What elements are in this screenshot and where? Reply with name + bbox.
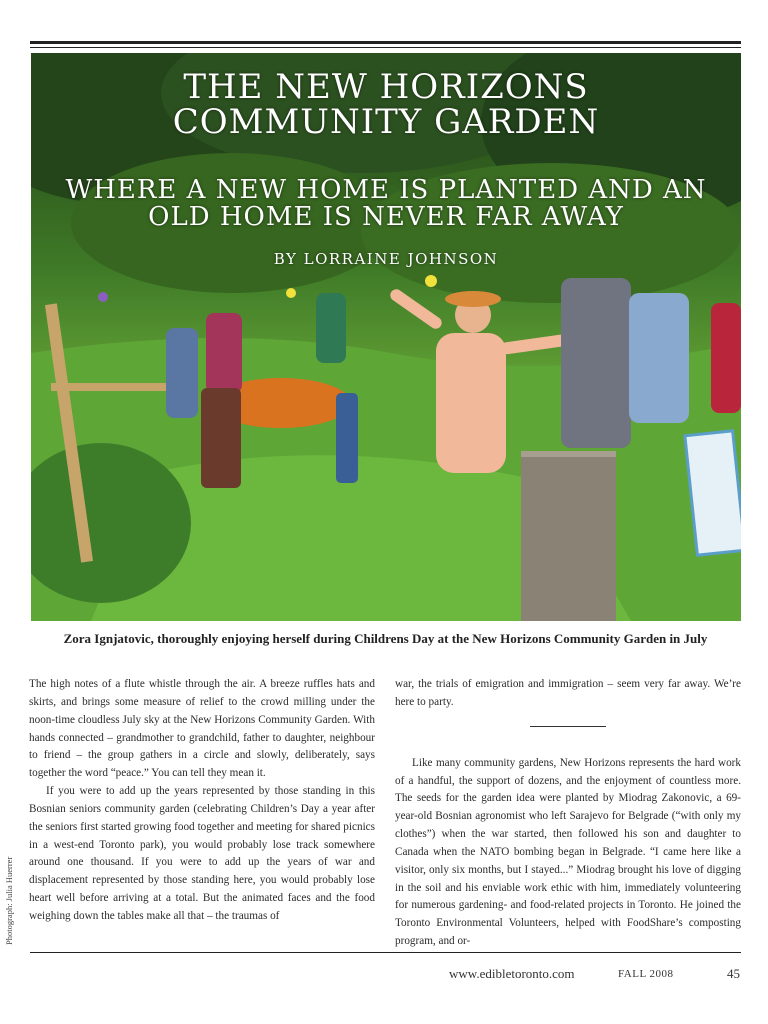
paragraph: war, the trials of emigration and immigration – seem very far away. We’re here to party. [395,678,741,708]
footer-website: www.edibletoronto.com [449,966,575,981]
top-rule-thin [30,47,741,48]
section-divider [530,726,606,727]
footer-issue: FALL 2008 [618,968,674,980]
paragraph: The high notes of a flute whistle through the air. A breeze ruffles hats and skirts, and brings some measure of relief to the crowd milling under the noon-time cloudless July sky at the New Horizons Community Garden. With hands connected – grandmother to grandchild, father to daughter, neighbour to friend – the group gathers in a circle and slowly, deliberately, says together the word “peace.” You can tell they mean it. [29,678,375,780]
photo-caption: Zora Ignjatovic, thoroughly enjoying herself during Childrens Day at the New Horizons Community Garden in July [63,631,708,646]
paragraph: Like many community gardens, New Horizons represents the hard work of a handful, the support of dozens, and the enjoyment of countless more. The seeds for the garden idea were planted by Miodrag Zakonovic, a 69-year-old Bosnian agronomist who left Sarajevo for Belgrade (“with only my clothes”) when the war started, then followed his son and daughter to Canada when the NATO bombing began in Belgrade. “I came here like a visitor, only six months, but I stayed...” Miodrag brought his love of digging in the soil and his enviable work ethic with him, immediately volunteering for numerous gardening- and food-related projects in Toronto. He joined the Toronto Environmental Volunteers, helped with FoodShare’s composting program, and or- [395,756,741,948]
article-column-left [29,676,375,926]
article-subtitle-line1: WHERE A NEW HOME IS PLANTED AND AN [65,175,707,205]
garden-photo [31,53,741,621]
page-number: 45 [727,966,740,981]
article-title-line2: COMMUNITY GARDEN [172,102,600,142]
article-title-line1: THE NEW HORIZONS [183,67,589,107]
article-column-right [395,676,741,951]
article-byline: BY LORRAINE JOHNSON [273,250,499,268]
article-subtitle-line2: OLD HOME IS NEVER FAR AWAY [148,202,624,232]
photo-credit: Photograph: Julia Huerrer [4,856,14,945]
top-rule [30,41,741,44]
paragraph: If you were to add up the years represented by those standing in this Bosnian seniors community garden (celebrating Children’s Day a year after the seniors first started growing food together and meeting for shared picnics in a west-end Toronto park), you would probably lose track somewhere around one thousand. If you were to add up the years of war and displacement represented by those standing here, you would probably lose heart well before arriving at a total. But the animated faces and the food weighing down the tables make all that – the traumas of [29,785,375,922]
bottom-rule [30,952,741,953]
